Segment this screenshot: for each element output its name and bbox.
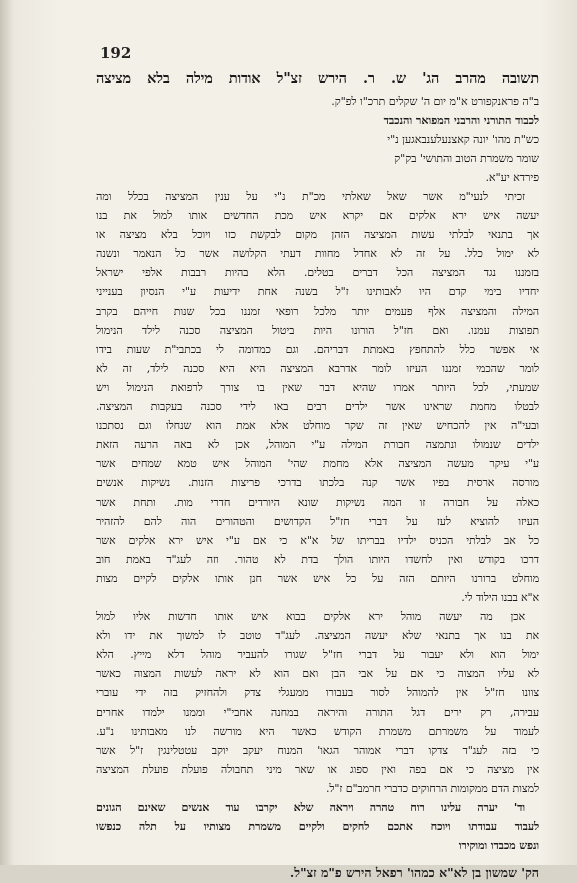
address-line: שומר משמרת הטוב והתושי' בק"ק (394, 152, 539, 165)
date-line: ב"ה פראנקפורט א"מ יום ה' שקלים תרכ"ו לפ"ק. (331, 95, 539, 108)
text-line: א"א בבנו הילוד לי. (461, 590, 539, 604)
text-line: ע"י עיקר מעשה המציצה אלא מחמת שהי' המוהל איש טמא שמחים אשר (96, 457, 539, 471)
text-line: אי אפשר כלל להתחפץ באמתת דבריהם. וגם כמדומה לי בכתבי"ת שעות בידו (96, 342, 539, 356)
text-line: בזמננו נגד המציצה הכל דברים בטלים. הלא בהיות רבבות אלפי ישראל (96, 266, 539, 280)
text-line: לבטלו מחמת שראינו אשר ילדים רבים באו לידי סכנה בעקבות המציצה. (96, 400, 539, 414)
text-line: אכן מה יעשה מוהל ירא אלקים בבוא איש אותו חדשות אליו למול (96, 610, 525, 624)
text-line: כאלה על חבורה זו המה נשיקות שונא היורדים חדרי מות. ותחת אשר (96, 495, 539, 509)
text-line: מורסה ארסית בפיו אשר קנה בלכתו בדרכי פריצות הזנות. נשיקות אנשים (96, 476, 539, 490)
closing-paragraph (96, 798, 539, 855)
responsum-title: תשובה מהרב הג' ש. ר. הירש זצ"ל אודות מילה בלא מציצה (96, 70, 539, 87)
text-line: עבירה, רק ירים דגל התורה והיראה במחנה אחבי"י וממנו ילמדו אחרים (96, 705, 539, 719)
signature: הק' שמשון בן לא"א כמהו' רפאל הירש פ"מ זצ"ל. (289, 865, 539, 881)
text-line: וד' יערה עלינו רוח טהרה ויראה שלא יקרבו עוד אנשים שאינם הגונים (96, 801, 525, 814)
responsum-text (96, 68, 539, 883)
text-line: מוחלט ברורנו היותם הזה על כל איש אשר חנן אותו אלקים לקיים מצות (96, 571, 539, 585)
text-line: ילדים שנמולו ונתמצה חבורת המילה ע"י המוהל, אכן לא באה הרעה הזאת (96, 438, 539, 452)
text-line: לעבוד עבודתו ויוכח אתכם לחקים ולקיים משמרת מצותיו על תלה כנפשו (96, 820, 539, 834)
text-line: את בנו אך בתנאי שלא יעשה המציצה. לעג"ד טוטב לו למשוך את ידו ולא (96, 629, 539, 643)
text-line: לא ימול כלל. על זה לא אחדל מחוות דעתי הקלושה אשר כל הנאמר ונשנה (96, 247, 539, 261)
text-line: תפוצות עמנו. ואם חז"ל הורונו היות ביטול המציצה סכנה לילד הנימול (96, 323, 539, 337)
text-line: המילה והמציצה אלף פעמים יותר מלכל רופאי זמננו בכל שנות חייהם בקרב (96, 304, 539, 318)
text-line: אך בתנאי לבלתי עשות המציצה הזהן מקום לבקשת כזו ויוכל בלא מציצה או (96, 228, 539, 242)
paragraph-2 (96, 607, 539, 798)
page-number: 192 (100, 44, 132, 62)
text-line: יעשה איש ירא אלקים אם יקרא איש מכת החדשים אותו למול את בנו (96, 209, 539, 223)
text-line: שמעתי, לכל היותר אמרו שהיא דבר שאין בו צורך לרפואת הנימול ויש (96, 380, 539, 394)
address-line: כש"ת מהו' יונה קאצנעלענבאגען נ"י (387, 133, 539, 146)
text-line: זכיתי לנעי"מ אשר שאל שאלתי מכ"ת נ"י על ענין המציצה בכלל ומה (96, 190, 525, 203)
text-line: ונפש מכבדו ומוקירו (458, 839, 539, 853)
text-line: לעמוד על משמרתם משמרת הקודש כאשר היא מורשה לנו מאבותינו נ"ע. (96, 724, 539, 738)
text-line: העיזו להוציא לעז על דברי חז"ל הקדושים והטהורים הוה להם להזהיר (96, 514, 539, 528)
text-line: אין מציצה כי אם בפה ואין ספוג או שאר מיני תחבולה פועלת פועלת המציצה (96, 762, 539, 776)
text-line: למצות הדם ממקומות הרחוקים כדברי חרמב"ם ז"ל. (326, 781, 539, 795)
paragraph-1 (96, 187, 539, 607)
text-line: לא עליו המצוה כי אם על אבי הבן ואם הוא לא יראה לעשות המצוה כאשר (96, 667, 539, 681)
text-line: ימול הוא ולא יעבור על דברי חז"ל שגורו להעביר מוהל דלא מייץ. הלא (96, 648, 539, 662)
address-line: פירדא יע"א. (485, 171, 539, 184)
text-line: לומר שהכמי זמננו העיזו לומר אדרבא המציצה היא היא סכנה לילד, זה לא (96, 361, 539, 375)
text-line: צוונו חז"ל אין להמוהל לסור בעבורו ממעגלי צדק ולהחזיק בזה ידי עוברי (96, 686, 539, 700)
text-line: יחדיו בימי קדם היו לאבותינו ז"ל בשנה אחת ידיעות ע"י הנסיון בענייני (96, 285, 539, 299)
text-line: דרכו בקודש ואין לחשדו היותו הולך בדת לא טהור. וזה לעג"ד באמת חוב (96, 552, 539, 566)
letter-header (96, 92, 539, 187)
text-line: ובעי"ה אין להכחיש שאין זה שקר מוחלט אלא אמת הוא שנחלו וגם נסתכנו (96, 419, 539, 433)
address-line: לכבוד התורני והרבני המפואר והנכבד (383, 113, 539, 127)
text-line: כי בזה לעג"ד צדקו דברי אמוהר הגאו' המנוח יעקב יוקב עטטלינגין ז"ל אשר (96, 743, 539, 757)
text-line: כל אב לבלתי הכניס ילדיו בבריתו של א"א כי אם ע"י איש ירא אלקים אשר (96, 533, 539, 547)
